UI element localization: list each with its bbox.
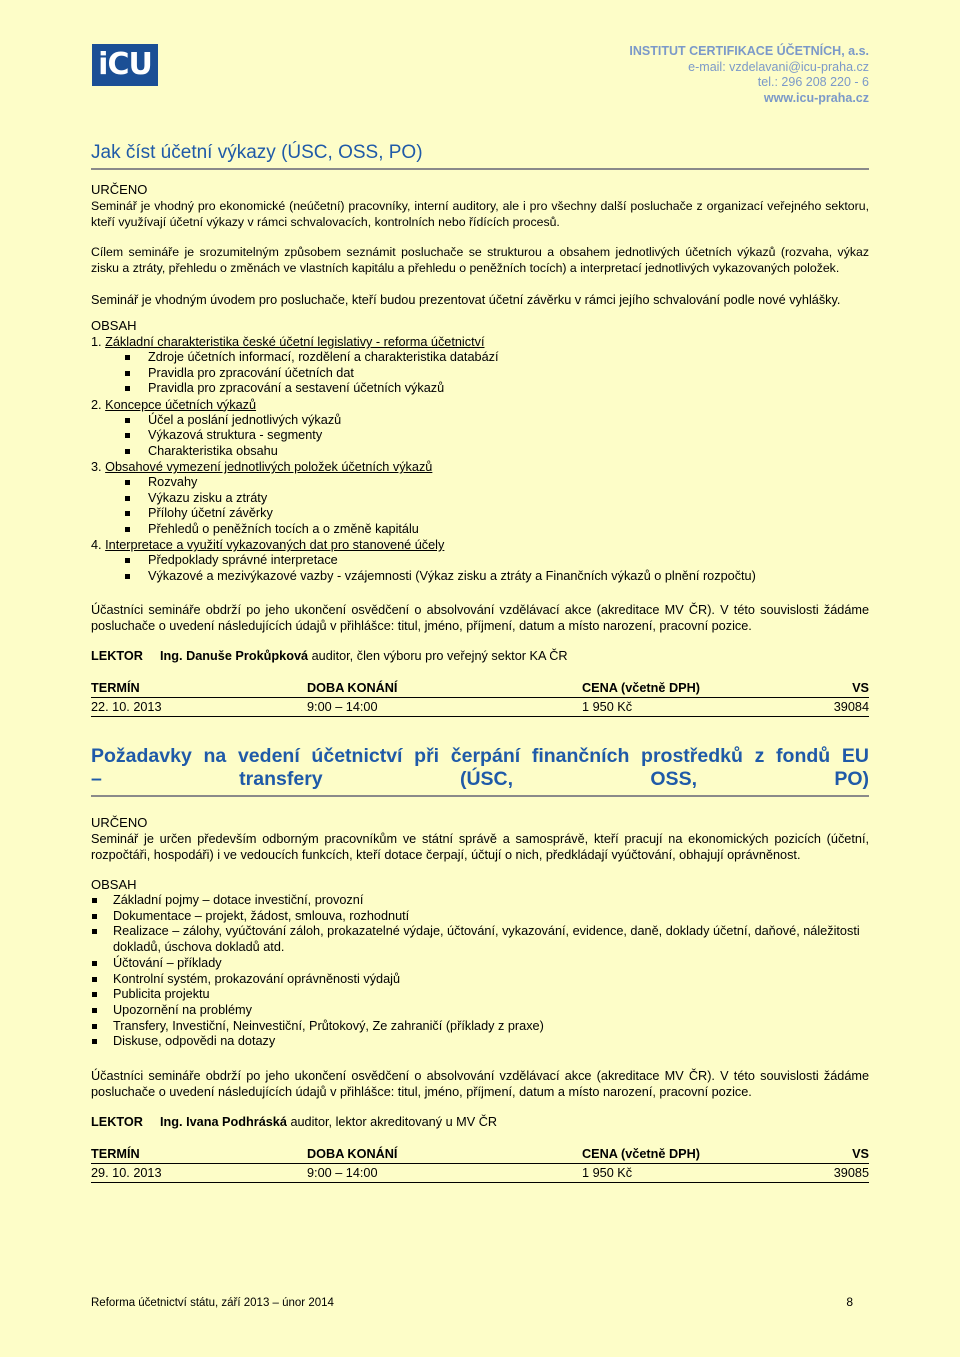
course1-cil-text: Cílem semináře je srozumitelným způsobem seznámit posluchače se strukturou a obsahem jednotlivých účetních výkazů (rozvaha, výkaz zisku a ztráty, přehledu o změnách ve vlastních kapitálu a přehledu o peněžních tocích) a interpretací jednotlivých vykazovaných položek. (91, 245, 869, 275)
lektor-name: Ing. Ivana Podhráská (160, 1115, 287, 1130)
page-content (91, 142, 869, 1183)
list-item: Kontrolní systém, prokazování oprávněnosti výdajů (113, 972, 869, 988)
col-cena: CENA (včetně DPH) (582, 680, 782, 698)
table-row (91, 1164, 869, 1183)
course1-title: Jak číst účetní výkazy (ÚSC, OSS, PO) (91, 142, 423, 163)
list-item: Přehledů o peněžních tocích a o změně kapitálu (148, 522, 869, 538)
page-footer (91, 1297, 853, 1309)
list-item: Diskuse, odpovědi na dotazy (113, 1034, 869, 1050)
course2-lektor (91, 1114, 869, 1130)
list-item: Výkazové a mezivýkazové vazby - vzájemnosti (Výkaz zisku a ztráty a Finančních výkazů o plnění rozpočtu) (148, 569, 869, 585)
list-item: Rozvahy (148, 475, 869, 491)
course2-title-line1: Požadavky na vedení účetnictví při čerpání finančních prostředků z fondů EU (91, 745, 869, 767)
list-item: Zdroje účetních informací, rozdělení a charakteristika databází (148, 350, 869, 366)
section-num: 4. (91, 538, 102, 552)
course1-rule (91, 168, 869, 170)
course2-title (91, 745, 869, 791)
footer-text: Reforma účetnictví státu, září 2013 – únor 2014 (91, 1297, 334, 1309)
section-num: 2. (91, 397, 102, 412)
cell-termin: 22. 10. 2013 (91, 698, 307, 717)
list-item: Upozornění na problémy (113, 1003, 869, 1019)
course1-lektor (91, 648, 869, 664)
cell-vs: 39085 (782, 1164, 869, 1183)
list-item: Charakteristika obsahu (148, 444, 869, 460)
course1-section-2 (91, 397, 869, 460)
table-header-row (91, 680, 869, 698)
section-items (91, 413, 869, 460)
col-termin: TERMÍN (91, 1146, 307, 1164)
course2-certificate-text: Účastníci semináře obdrží po jeho ukončení osvědčení o absolvování vzdělávací akce (akreditace MV ČR). V této souvislosti žádáme posluchače o uvedení následujících údajů v přihlášce: titul, jméno, příjmení, datum a místo narození, pracovní pozice. (91, 1069, 869, 1100)
table-header-row (91, 1146, 869, 1164)
section-items (91, 553, 869, 584)
section-num: 1. (91, 335, 102, 349)
section-num: 3. (91, 460, 102, 474)
course2-urceno-text: Seminář je určen především odborným pracovníkům ve státní správě a samosprávě, kteří pracují na ekonomických pozicích (účetní, rozpočtáři, hospodáři) i ve vedoucích funkcích, kteří dotace čerpají, účtují o nich, předkládají vyúčtování, obhajují oprávněnost. (91, 832, 869, 862)
course2-urceno-label: URČENO (91, 815, 148, 830)
list-item: Realizace – zálohy, vyúčtování záloh, prokazatelné výdaje, účtování, vykazování, evidence, daně, doklady účetní, daňové, náležitosti dokladů, úschova dokladů atd. (113, 924, 869, 955)
institute-name: INSTITUT CERTIFIKACE ÚČETNÍCH, a.s. (629, 44, 869, 58)
list-item: Dokumentace – projekt, žádost, smlouva, rozhodnutí (113, 909, 869, 925)
icu-logo: iCU (92, 44, 158, 86)
list-item: Účel a poslání jednotlivých výkazů (148, 413, 869, 429)
section-title: Koncepce účetních výkazů (105, 397, 257, 412)
cell-vs: 39084 (782, 698, 869, 717)
list-item: Přílohy účetní závěrky (148, 506, 869, 522)
lektor-desc: auditor, člen výboru pro veřejný sektor KA ČR (308, 649, 568, 663)
col-doba: DOBA KONÁNÍ (307, 680, 582, 698)
list-item: Pravidla pro zpracování a sestavení účetních výkazů (148, 381, 869, 397)
course1-section-4 (91, 537, 869, 584)
list-item: Transfery, Investiční, Neinvestiční, Průtokový, Ze zahraničí (příklady z praxe) (113, 1019, 869, 1035)
course1-certificate-text: Účastníci semináře obdrží po jeho ukončení osvědčení o absolvování vzdělávací akce (akreditace MV ČR). V této souvislosti žádáme posluchače o uvedení následujících údajů v přihlášce: titul, jméno, příjmení, datum a místo narození, pracovní pozice. (91, 603, 869, 633)
page-number: 8 (846, 1295, 853, 1309)
list-item: Základní pojmy – dotace investiční, provozní (113, 893, 869, 909)
list-item: Předpoklady správné interpretace (148, 553, 869, 569)
course2-rule (91, 795, 869, 797)
list-item: Výkazová struktura - segmenty (148, 428, 869, 444)
course1-uvod-text: Seminář je vhodným úvodem pro posluchače, kteří budou prezentovat účetní závěrku v rámci jejího schvalování podle nové vyhlášky. (91, 293, 841, 307)
col-vs: VS (782, 680, 869, 698)
cell-termin: 29. 10. 2013 (91, 1164, 307, 1183)
course2-title-line2: – transfery (ÚSC, OSS, PO) (91, 768, 869, 790)
col-termin: TERMÍN (91, 680, 307, 698)
phone-text: tel.: 296 208 220 - 6 (757, 75, 869, 89)
cell-cena: 1 950 Kč (582, 1164, 782, 1183)
course1-urceno-text: Seminář je vhodný pro ekonomické (neúčetní) pracovníky, interní auditory, ale i pro všechny další posluchače z organizací veřejného sektoru, kteří využívají účetní výkazy v rámci schvalovacích, kontrolních nebo řídících procesů. (91, 199, 869, 229)
section-title: Základní charakteristika české účetní legislativy - reforma účetnictví (105, 335, 485, 349)
course1-section-3 (91, 459, 869, 537)
section-title: Interpretace a využití vykazovaných dat pro stanovené účely (105, 538, 445, 552)
col-doba: DOBA KONÁNÍ (307, 1146, 582, 1164)
web-link[interactable]: www.icu-praha.cz (763, 90, 869, 105)
list-item: Účtování – příklady (113, 956, 869, 972)
lektor-label: LEKTOR (91, 649, 143, 663)
lektor-name: Ing. Danuše Prokůpková (160, 649, 309, 663)
section-items (91, 350, 869, 397)
course1-section-1 (91, 334, 869, 397)
cell-doba: 9:00 – 14:00 (307, 698, 582, 717)
section-items (91, 475, 869, 537)
col-cena: CENA (včetně DPH) (582, 1146, 782, 1164)
col-vs: VS (782, 1146, 869, 1164)
table-row (91, 698, 869, 717)
section-title: Obsahové vymezení jednotlivých položek účetních výkazů (105, 460, 433, 474)
course2-items (91, 893, 869, 1050)
course1-obsah-label: OBSAH (91, 318, 137, 333)
course2-term-table (91, 1146, 869, 1183)
lektor-label: LEKTOR (91, 1115, 143, 1130)
course2-obsah-label: OBSAH (91, 877, 137, 892)
course1-term-table (91, 680, 869, 717)
list-item: Pravidla pro zpracování účetních dat (148, 366, 869, 382)
lektor-desc: auditor, lektor akreditovaný u MV ČR (286, 1115, 498, 1130)
header-contact (629, 44, 869, 106)
cell-doba: 9:00 – 14:00 (307, 1164, 582, 1183)
list-item: Publicita projektu (113, 987, 869, 1003)
course1-urceno-label: URČENO (91, 182, 148, 197)
list-item: Výkazu zisku a ztráty (148, 491, 869, 507)
email-text: e-mail: vzdelavani@icu-praha.cz (688, 59, 869, 74)
cell-cena: 1 950 Kč (582, 698, 782, 717)
